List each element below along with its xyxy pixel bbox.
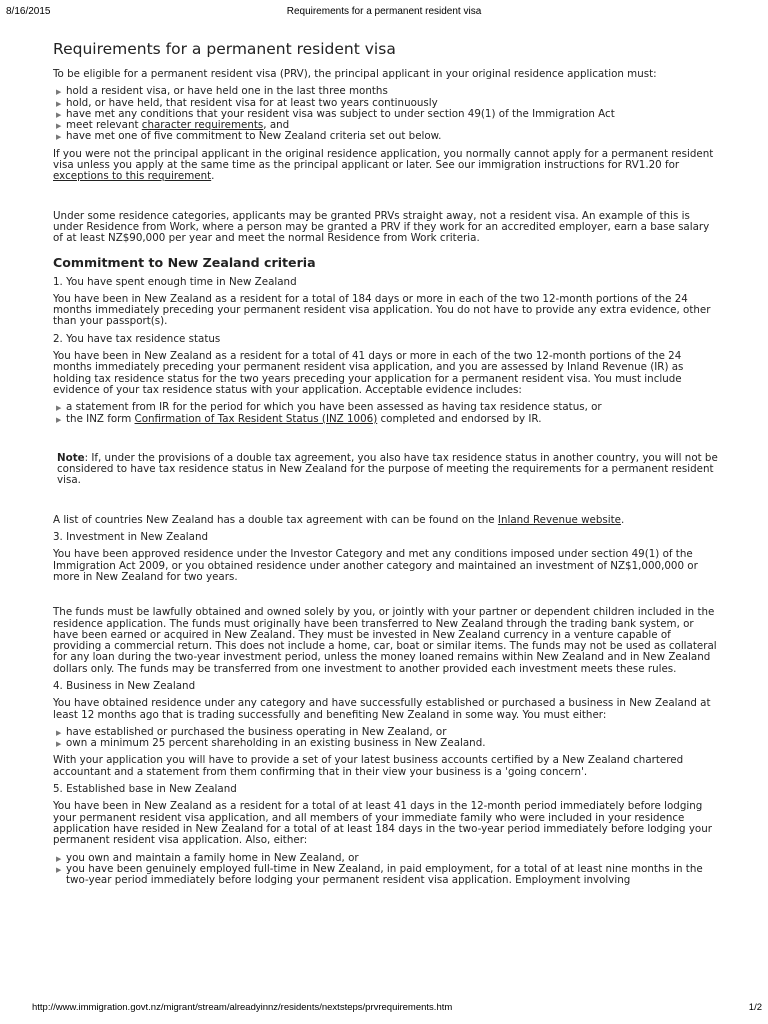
list-item-text: hold a resident visa, or have held one in the last three months bbox=[66, 85, 388, 98]
criterion-1-text: You have been in New Zealand as a resident for a total of 184 days or more in each of the two 12-month portions of the 24 months immediately preceding your permanent resident visa application. You do not have to provide any extra evidence, other than your passport(s). bbox=[53, 292, 711, 328]
bullet-arrow-icon: ▶ bbox=[56, 404, 62, 413]
list-item-text: own a minimum 25 percent shareholding in an existing business in New Zealand. bbox=[66, 737, 486, 750]
note-label: Note bbox=[57, 451, 85, 464]
print-date: 8/16/2015 bbox=[6, 6, 51, 17]
print-header bbox=[6, 6, 762, 20]
character-requirements-link[interactable]: character requirements bbox=[141, 119, 264, 132]
print-footer bbox=[32, 1002, 762, 1016]
tax-evidence-list bbox=[53, 402, 718, 425]
prv-straight-paragraph: Under some residence categories, applicants may be granted PRVs straight away, not a resident visa. An example of this is under Residence from Work, where a person may be granted a PRV if they work for an accredited employer, earn a base salary of at least NZ$90,000 per year and meet the normal Residence from Work criteria. bbox=[53, 209, 710, 245]
bullet-arrow-icon: ▶ bbox=[56, 88, 62, 97]
requirements-list bbox=[53, 86, 718, 142]
paragraph-text: If you were not the principal applicant in the original residence application, you normally cannot apply for a permanent resident visa unless you apply at the same time as the principal applicant or later. See our immigration instructions for RV1.20 for bbox=[53, 147, 714, 172]
business-list bbox=[53, 727, 718, 750]
paragraph-text: . bbox=[621, 513, 625, 526]
bullet-arrow-icon: ▶ bbox=[56, 854, 62, 863]
list-item-text: a statement from IR for the period for which you have been assessed as having tax residence status, or bbox=[66, 401, 602, 414]
criterion-3-title: 3. Investment in New Zealand bbox=[53, 531, 209, 544]
bullet-arrow-icon: ▶ bbox=[56, 122, 62, 131]
criterion-1-title: 1. You have spent enough time in New Zealand bbox=[53, 275, 297, 288]
criterion-3-text: You have been approved residence under the Investor Category and met any conditions imposed under section 49(1) of the Immigration Act 2009, or you obtained residence under another category and maintained an investment of NZ$1,000,000 or more in New Zealand for two years. bbox=[53, 548, 698, 583]
inz-1006-form-link[interactable]: Confirmation of Tax Resident Status (INZ 1006) bbox=[134, 412, 378, 425]
bullet-arrow-icon: ▶ bbox=[56, 99, 62, 108]
list-item bbox=[53, 414, 718, 425]
funds-paragraph: The funds must be lawfully obtained and owned solely by you, or jointly with your partner or dependent children included in the residence application. The funds must originally have been transferred to New Zealand through the trading bank system, or have been earned or acquired in New Zealand. They must be invested in New Zealand currency in a venture capable of providing a commercial return. This does not include a home, car, boat or similar items. The funds may not be used as collateral for any loan during the two-year investment period, unless the money loaned remains within New Zealand and in New Zealand dollars only. The funds may be transferred from one investment to another provided each investment meets these rules. bbox=[53, 606, 717, 675]
note-text: : If, under the provisions of a double tax agreement, you also have tax residence status in another country, you will not be considered to have tax residence status in New Zealand for the purpose of meeting the requirements for a permanent resident visa. bbox=[57, 451, 718, 487]
list-item-text: have established or purchased the business operating in New Zealand, or bbox=[66, 725, 447, 738]
list-item-text: have met one of five commitment to New Zealand criteria set out below. bbox=[66, 130, 442, 143]
list-item-text: you have been genuinely employed full-time in New Zealand, in paid employment, for a total of at least nine months in the two-year period immediately before lodging your permanent resident visa application. Employment involving bbox=[66, 862, 703, 887]
not-principal-paragraph bbox=[53, 149, 718, 183]
paragraph-text: . bbox=[211, 170, 215, 183]
criterion-5-title: 5. Established base in New Zealand bbox=[53, 783, 237, 796]
business-accounts-paragraph: With your application you will have to provide a set of your latest business accounts certified by a New Zealand chartered accountant and a statement from them confirming that in their view your business is a 'going concern'. bbox=[53, 754, 684, 778]
commitment-heading: Commitment to New Zealand criteria bbox=[53, 254, 316, 270]
list-item-text: completed and endorsed by IR. bbox=[377, 412, 542, 425]
dta-paragraph bbox=[53, 515, 718, 526]
list-item bbox=[53, 131, 718, 142]
tax-note bbox=[57, 453, 718, 487]
criterion-4-title: 4. Business in New Zealand bbox=[53, 679, 196, 692]
spacer bbox=[53, 431, 718, 453]
bullet-arrow-icon: ▶ bbox=[56, 865, 62, 874]
spacer bbox=[53, 189, 718, 211]
criterion-2-title: 2. You have tax residence status bbox=[53, 332, 221, 345]
paragraph-text: A list of countries New Zealand has a double tax agreement with can be found on the bbox=[53, 513, 498, 526]
list-item bbox=[53, 738, 718, 749]
list-item-text: hold, or have held, that resident visa for at least two years continuously bbox=[66, 96, 438, 109]
established-base-list bbox=[53, 853, 718, 887]
criterion-4-text: You have obtained residence under any category and have successfully established or purchased a business in New Zealand at least 12 months ago that is trading successfully and benefiting New Zealand in some way. You must either: bbox=[53, 697, 711, 721]
list-item-text: have met any conditions that your resident visa was subject to under section 49(1) of the Immigration Act bbox=[66, 107, 615, 120]
bullet-arrow-icon: ▶ bbox=[56, 110, 62, 119]
spacer bbox=[53, 589, 718, 607]
intro-paragraph: To be eligible for a permanent resident visa (PRV), the principal applicant in your original residence application must: bbox=[53, 68, 657, 80]
list-item bbox=[53, 864, 718, 887]
bullet-arrow-icon: ▶ bbox=[56, 728, 62, 737]
bullet-arrow-icon: ▶ bbox=[56, 740, 62, 749]
print-page-title: Requirements for a permanent resident visa bbox=[286, 6, 482, 17]
exceptions-link[interactable]: exceptions to this requirement bbox=[53, 170, 212, 183]
document-content bbox=[53, 40, 718, 892]
print-url: http://www.immigration.govt.nz/migrant/stream/alreadyinnz/residents/nextsteps/prvrequirements.htm bbox=[32, 1002, 453, 1013]
criterion-2-text: You have been in New Zealand as a resident for a total of 41 days or more in each of the two 12-month portions of the 24 months immediately preceding your permanent resident visa application, and you are assessed by Inland Revenue (IR) as holding tax residence status for the two years preceding your application for a permanent resident visa. You must include evidence of your tax residence status with your application. Acceptable evidence includes: bbox=[53, 350, 684, 396]
page-title: Requirements for a permanent resident visa bbox=[53, 40, 396, 58]
page-number: 1/2 bbox=[748, 1002, 762, 1013]
bullet-arrow-icon: ▶ bbox=[56, 415, 62, 424]
list-item-text: meet relevant bbox=[66, 119, 142, 132]
spacer bbox=[53, 493, 718, 515]
inland-revenue-website-link[interactable]: Inland Revenue website bbox=[497, 513, 621, 526]
list-item-text: , and bbox=[263, 119, 290, 132]
list-item-text: the INZ form bbox=[66, 412, 135, 425]
list-item-text: you own and maintain a family home in New Zealand, or bbox=[66, 851, 359, 864]
criterion-5-text: You have been in New Zealand as a resident for a total of at least 41 days in the 12-month period immediately before lodging your permanent resident visa application, and all members of your immediate family who were included in your residence application have resided in New Zealand for a total of at least 184 days in the two-year period immediately before lodging your permanent resident visa application. Also, either: bbox=[53, 800, 712, 847]
bullet-arrow-icon: ▶ bbox=[56, 133, 62, 142]
